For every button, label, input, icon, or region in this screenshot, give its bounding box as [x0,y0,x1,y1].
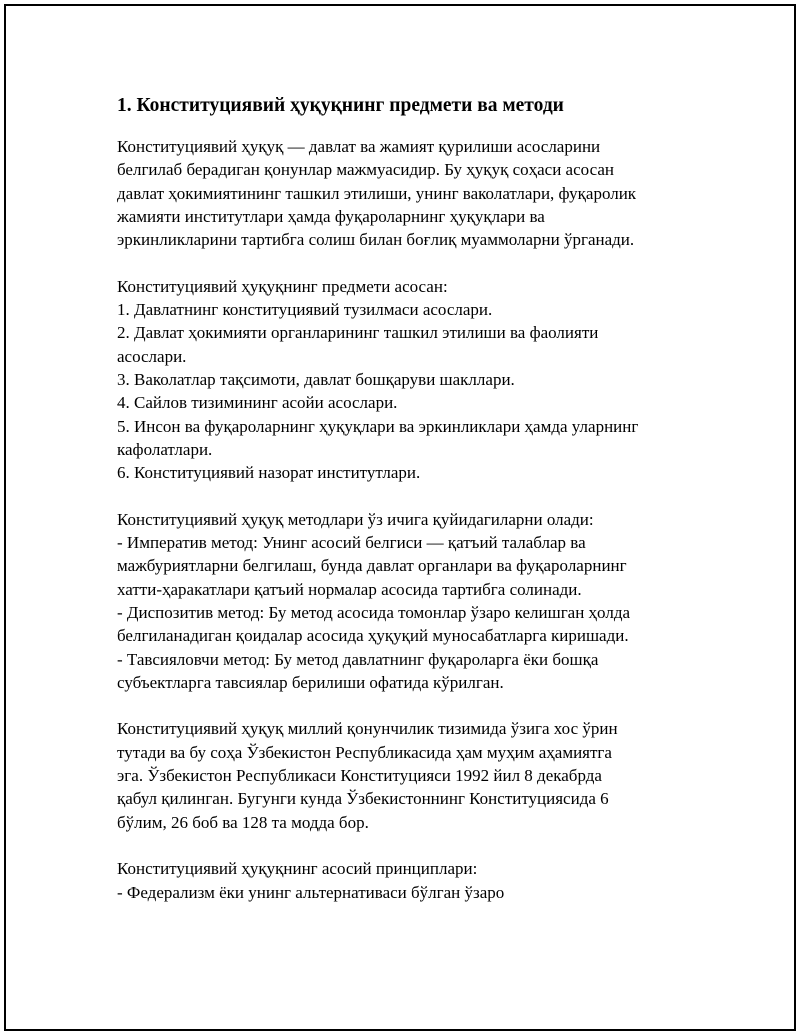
section-heading: 1. Конституциявий ҳуқуқнинг предмети ва методи [117,95,564,116]
paragraph-principles [117,857,717,904]
text-line: эркинликларини тартибга солиш билан боғлиқ муаммоларни ўрганади. [117,230,635,250]
list-item: 3. Ваколатлар тақсимоти, давлат бошқаруви шакллари. [117,369,515,389]
paragraph-definition [117,135,717,251]
list-item: мажбуриятларни белгилаш, бунда давлат органлари ва фуқароларнинг [117,556,627,576]
list-item: 5. Инсон ва фуқароларнинг ҳуқуқлари ва эркинликлари ҳамда уларнинг [117,416,639,436]
text-line: қабул қилинган. Бугунги кунда Ўзбекистоннинг Конституциясида 6 [117,789,609,809]
paragraph-gap [117,834,717,857]
list-item: субъектларга тавсиялар берилиши офатида кўрилган. [117,672,504,692]
text-line: Конституциявий ҳуқуқ миллий қонунчилик тизимида ўзига хос ўрин [117,719,618,739]
text-line: эга. Ўзбекистон Республикаси Конституцияси 1992 йил 8 декабрда [117,766,602,786]
document-body [117,94,717,904]
text-line: Конституциявий ҳуқуқнинг предмети асосан: [117,276,448,296]
list-item: - Императив метод: Унинг асосий белгиси — қатъий талаблар ва [117,533,586,553]
list-item: хатти-ҳаракатлари қатъий нормалар асосида тартибга солинади. [117,579,582,599]
list-item: - Диспозитив метод: Бу метод асосида томонлар ўзаро келишган ҳолда [117,602,631,622]
list-item: 2. Давлат ҳокимияти органларининг ташкил этилиши ва фаолияти [117,323,599,343]
paragraph-subject-list [117,275,717,485]
paragraph-methods [117,508,717,694]
text-line: давлат ҳокимиятининг ташкил этилиши, унинг ваколатлари, фуқаролик [117,183,637,203]
list-item: - Тавсияловчи метод: Бу метод давлатнинг фуқароларга ёки бошқа [117,649,599,669]
text-line: бўлим, 26 боб ва 128 та модда бор. [117,812,369,832]
text-line: тутади ва бу соҳа Ўзбекистон Республикасида ҳам муҳим аҳамиятга [117,742,612,762]
list-item: 1. Давлатнинг конституциявий тузилмаси асослари. [117,300,493,320]
text-line: белгилаб берадиган қонунлар мажмуасидир. Бу ҳуқуқ соҳаси асосан [117,160,614,180]
list-item: 6. Конституциявий назорат институтлари. [117,463,421,483]
paragraph-gap [117,694,717,717]
text-line: Конституциявий ҳуқуқ методлари ўз ичига қуйидагиларни олади: [117,509,594,529]
paragraph-national-legislation [117,717,717,833]
text-line: Конституциявий ҳуқуқнинг асосий принциплари: [117,859,478,879]
text-line: Конституциявий ҳуқуқ — давлат ва жамият қурилиши асосларини [117,137,601,156]
list-item: 4. Сайлов тизимининг асойи асослари. [117,393,398,413]
list-item: кафолатлари. [117,439,213,459]
paragraph-gap [117,251,717,274]
list-item: белгиланадиган қоидалар асосида ҳуқуқий муносабатларга киришади. [117,626,629,646]
list-item: асослари. [117,346,187,366]
list-item: - Федерализм ёки унинг альтернативаси бўлган ўзаро [117,882,505,902]
paragraph-gap [117,484,717,507]
text-line: жамияти институтлари ҳамда фуқароларнинг ҳуқуқлари ва [117,206,545,226]
